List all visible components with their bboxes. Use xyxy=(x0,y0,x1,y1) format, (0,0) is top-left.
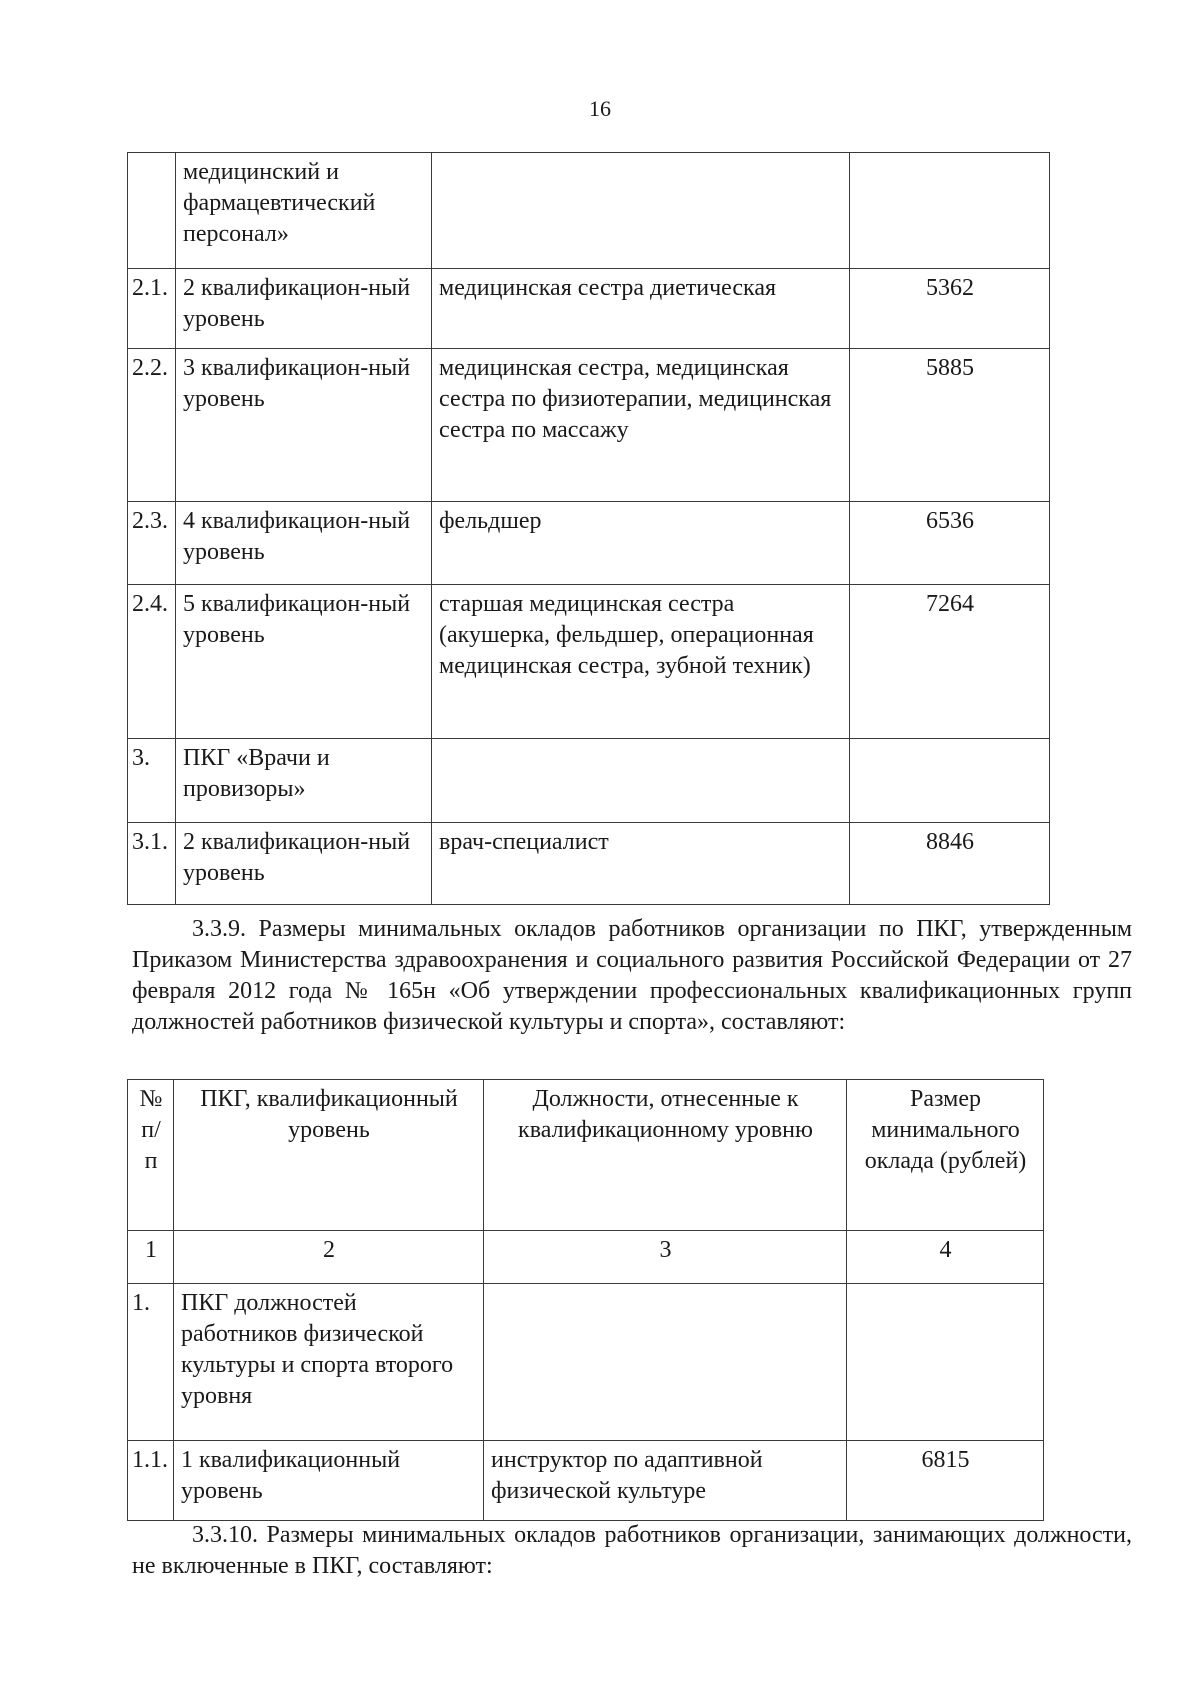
qualification-level: ПКГ должностей работников физической культуры и спорта второго уровня xyxy=(174,1284,484,1441)
salary-table-sport xyxy=(127,1079,1044,1521)
table-row xyxy=(128,739,1050,823)
qualification-level: 1 квалификационный уровень xyxy=(174,1441,484,1521)
positions: медицинская сестра диетическая xyxy=(432,269,850,349)
salary-value xyxy=(850,739,1050,823)
positions: медицинская сестра, медицинская сестра по физиотерапии, медицинская сестра по массажу xyxy=(432,349,850,502)
qualification-level: медицинский и фармацевтический персонал» xyxy=(176,153,432,269)
header-salary: Размер минимального оклада (рублей) xyxy=(847,1080,1044,1231)
qualification-level: ПКГ «Врачи и провизоры» xyxy=(176,739,432,823)
row-number: 2.3. xyxy=(128,502,176,585)
table-row xyxy=(128,585,1050,739)
qualification-level: 2 квалификацион-ный уровень xyxy=(176,823,432,905)
table-row xyxy=(128,269,1050,349)
salary-value: 7264 xyxy=(850,585,1050,739)
salary-value: 8846 xyxy=(850,823,1050,905)
page-number: 16 xyxy=(589,96,611,121)
positions: инструктор по адаптивной физической культуре xyxy=(484,1441,847,1521)
table-header-row xyxy=(128,1080,1044,1231)
positions: старшая медицинская сестра (акушерка, фельдшер, операционная медицинская сестра, зубной техник) xyxy=(432,585,850,739)
salary-table-medical xyxy=(127,152,1050,905)
column-number-row xyxy=(128,1231,1044,1284)
table-row xyxy=(128,502,1050,585)
salary-value xyxy=(850,153,1050,269)
positions: врач-специалист xyxy=(432,823,850,905)
row-number: 2.4. xyxy=(128,585,176,739)
salary-value: 5362 xyxy=(850,269,1050,349)
row-number: 2.1. xyxy=(128,269,176,349)
qualification-level: 2 квалификацион-ный уровень xyxy=(176,269,432,349)
header-num: № п/п xyxy=(128,1080,174,1231)
row-number: 1.1. xyxy=(128,1441,174,1521)
row-number: 2.2. xyxy=(128,349,176,502)
row-number: 3.1. xyxy=(128,823,176,905)
table-row xyxy=(128,1284,1044,1441)
column-number: 4 xyxy=(847,1231,1044,1284)
column-number: 1 xyxy=(128,1231,174,1284)
salary-value: 6815 xyxy=(847,1441,1044,1521)
qualification-level: 3 квалификацион-ный уровень xyxy=(176,349,432,502)
positions xyxy=(432,739,850,823)
column-number: 2 xyxy=(174,1231,484,1284)
salary-value: 6536 xyxy=(850,502,1050,585)
table-row xyxy=(128,349,1050,502)
header-positions: Должности, отнесенные к квалификационному уровню xyxy=(484,1080,847,1231)
table-row xyxy=(128,153,1050,269)
salary-value xyxy=(847,1284,1044,1441)
positions: фельдшер xyxy=(432,502,850,585)
positions xyxy=(432,153,850,269)
row-number xyxy=(128,153,176,269)
table-row xyxy=(128,1441,1044,1521)
qualification-level: 4 квалификацион-ный уровень xyxy=(176,502,432,585)
positions xyxy=(484,1284,847,1441)
paragraph-3-3-9: 3.3.9. Размеры минимальных окладов работников организации по ПКГ, утвержденным Приказом Министерства здравоохранения и социального развития Российской Федерации от 27 февраля 2012 года № 165н «Об утверждении профессиональных квалификационных групп должностей работников физической культуры и спорта», составляют: xyxy=(132,916,1132,1035)
table-row xyxy=(128,823,1050,905)
salary-value: 5885 xyxy=(850,349,1050,502)
column-number: 3 xyxy=(484,1231,847,1284)
row-number: 1. xyxy=(128,1284,174,1441)
header-level: ПКГ, квалификационный уровень xyxy=(174,1080,484,1231)
paragraph-3-3-10: 3.3.10. Размеры минимальных окладов работников организации, занимающих должности, не включенные в ПКГ, составляют: xyxy=(132,1522,1132,1579)
qualification-level: 5 квалификацион-ный уровень xyxy=(176,585,432,739)
row-number: 3. xyxy=(128,739,176,823)
